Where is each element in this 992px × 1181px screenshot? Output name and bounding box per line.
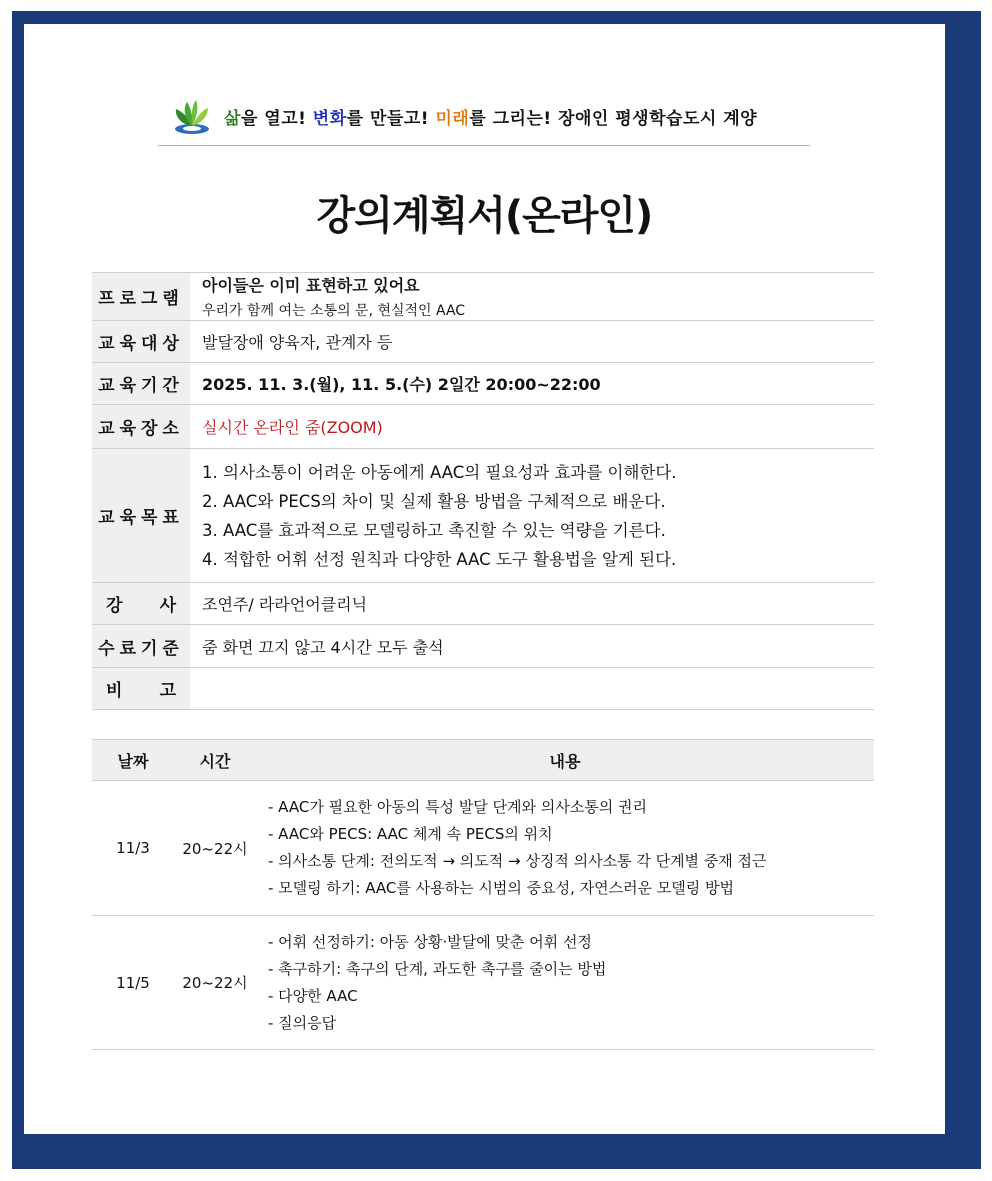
slogan-header [172,96,812,136]
program-cell [190,273,874,321]
instructor-label-a: 강 [106,596,123,616]
instructor-row [92,583,874,625]
place-row [92,405,874,449]
slogan-part: 변화 [312,108,347,129]
slogan-part: 를 그리는! 장애인 평생학습도시 계양 [469,108,758,129]
schedule-item: - 촉구하기: 촉구의 단계, 과도한 촉구를 줄이는 방법 [268,959,607,978]
goal-item: 2. AAC와 PECS의 차이 및 실제 활용 방법을 구체적으로 배운다. [202,491,666,511]
slogan-text [224,104,757,129]
period-value: 2025. 11. 3.(월), 11. 5.(수) 2일간 20:00~22:00 [190,363,874,405]
target-row [92,321,874,363]
slogan-part: 를 만들고! [346,108,436,129]
completion-row [92,625,874,668]
note-row [92,668,874,710]
time-header: 시간 [174,740,256,781]
info-table [92,272,874,710]
schedule-content [256,781,874,916]
note-label-b: 고 [159,681,176,701]
schedule-item: - 어휘 선정하기: 아동 상황·발달에 맞춘 어휘 선정 [268,932,592,951]
instructor-value: 조연주/ 라라언어클리닉 [190,583,874,625]
schedule-item: - AAC가 필요한 아동의 특성 발달 단계와 의사소통의 권리 [268,798,647,816]
document-page [24,24,945,1134]
slogan-divider [158,145,810,146]
date-header: 날짜 [92,740,174,781]
content-header: 내용 [256,740,874,781]
program-row [92,273,874,321]
program-subtitle: 우리가 함께 여는 소통의 문, 현실적인 AAC [202,303,466,319]
completion-label: 수료기준 [92,625,190,668]
target-value: 발달장애 양육자, 관계자 등 [190,321,874,363]
note-value [190,668,874,710]
schedule-item: - 질의응답 [268,1013,337,1032]
schedule-row [92,781,874,916]
period-label: 교육기간 [92,363,190,405]
goal-label: 교육목표 [92,449,190,583]
instructor-label [92,583,190,625]
schedule-item: - AAC와 PECS: AAC 체계 속 PECS의 위치 [268,825,553,843]
slogan-part: 을 열고! [240,108,313,129]
schedule-date: 11/5 [92,916,174,1050]
page-title: 강의계획서(온라인) [316,193,653,239]
goal-item: 4. 적합한 어휘 선정 원칙과 다양한 AAC 도구 활용법을 알게 된다. [202,549,677,569]
note-label-a: 비 [106,681,123,701]
target-label: 교육대상 [92,321,190,363]
goal-item: 3. AAC를 효과적으로 모델링하고 촉진할 수 있는 역량을 기른다. [202,520,666,540]
instructor-label-b: 사 [159,596,176,616]
schedule-time: 20~22시 [174,781,256,916]
schedule-row [92,916,874,1050]
completion-value: 줌 화면 끄지 않고 4시간 모두 출석 [190,625,874,668]
slogan-part: 삶 [224,108,241,129]
schedule-time: 20~22시 [174,916,256,1050]
schedule-item: - 모델링 하기: AAC를 사용하는 시범의 중요성, 자연스러운 모델링 방법 [268,879,735,897]
schedule-header-row [92,740,874,781]
period-row [92,363,874,405]
goal-row [92,449,874,583]
schedule-item: - 다양한 AAC [268,986,358,1005]
note-label [92,668,190,710]
schedule-table [92,739,874,1050]
schedule-item: - 의사소통 단계: 전의도적 → 의도적 → 상징적 의사소통 각 단계별 중재 접근 [268,852,767,870]
place-value: 실시간 온라인 줌(ZOOM) [190,405,874,449]
schedule-date: 11/3 [92,781,174,916]
schedule-content [256,916,874,1050]
program-title: 아이들은 이미 표현하고 있어요 [202,276,420,295]
leaf-fan-logo-icon [172,96,212,136]
place-label: 교육장소 [92,405,190,449]
program-label: 프로그램 [92,273,190,321]
goal-item: 1. 의사소통이 어려운 아동에게 AAC의 필요성과 효과를 이해한다. [202,462,677,482]
goal-cell [190,449,874,583]
slogan-part: 미래 [435,108,470,129]
